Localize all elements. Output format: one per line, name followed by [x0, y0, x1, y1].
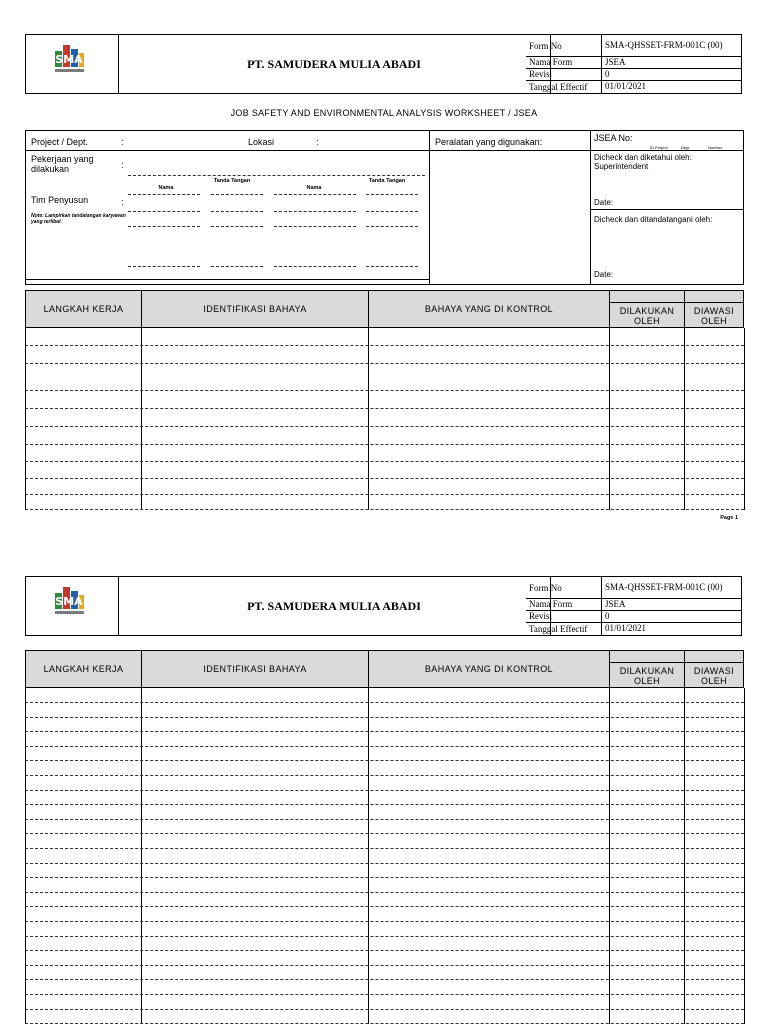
- col-ttd-1: Tanda Tangan: [213, 178, 251, 184]
- table-body-1: [25, 328, 744, 510]
- form-meta: [526, 35, 742, 93]
- th-dilakukan: DILAKUKAN OLEH: [610, 291, 685, 327]
- table-row[interactable]: [25, 363, 744, 364]
- table-row[interactable]: [25, 833, 744, 834]
- table-row[interactable]: [25, 731, 744, 732]
- table-row[interactable]: [25, 994, 744, 995]
- meta-form-no: Form No SMA-QHSSET-FRM-001C (00): [526, 35, 742, 57]
- table-row[interactable]: [25, 863, 744, 864]
- table-row[interactable]: [25, 848, 744, 849]
- table-row[interactable]: [25, 1009, 744, 1010]
- table-row[interactable]: [25, 979, 744, 980]
- form-meta: Form No SMA-QHSSET-FRM-001C (00) Nama Form JSEA Revisi 0 Tanggal Effectif 01/01/2021: [526, 577, 742, 635]
- table-row[interactable]: [25, 746, 744, 747]
- th-bahaya: BAHAYA YANG DI KONTROL: [369, 291, 610, 327]
- table-row[interactable]: [25, 760, 744, 761]
- form-header-2: [25, 576, 742, 636]
- page-title: JOB SAFETY AND ENVIRONMENTAL ANALYSIS WORKSHEET / JSEA: [230, 108, 538, 118]
- info-box: Project / Dept. : Lokasi : Pekerjaan yang dilakukan : Nama Tanda Tangan Nama Tanda Tangan Tim Penyusun : Note: Lampirkan tandatangan karyawan yang terlibat Peralatan yang digunakan: JSEA No: ID Project Dept Number Dicheck dan diketahui oleh: Superintendent Date: Dicheck dan ditandatangani oleh: Date:: [25, 130, 744, 285]
- svg-text:SMA: SMA: [55, 595, 83, 608]
- date-2: Date:: [594, 270, 614, 279]
- date-1: Date:: [594, 198, 614, 207]
- checked-signed: Dicheck dan ditandatangani oleh:: [594, 215, 713, 224]
- sma-logo: [53, 583, 85, 619]
- table-column-line: [368, 328, 369, 510]
- table-row[interactable]: [25, 921, 744, 922]
- sma-logo: [53, 41, 85, 77]
- th-diawasi: DIAWASI OLEH: [693, 306, 735, 326]
- table-row[interactable]: [25, 390, 744, 391]
- table-row[interactable]: [25, 892, 744, 893]
- table-column-line: [744, 688, 745, 1024]
- table-row[interactable]: [25, 509, 744, 510]
- table-column-line: [25, 328, 26, 510]
- page-number: Page 1: [720, 515, 738, 521]
- table-row[interactable]: [25, 819, 744, 820]
- peralatan-label: Peralatan yang digunakan:: [435, 137, 543, 147]
- table-row[interactable]: [25, 444, 744, 445]
- table-column-line: [609, 688, 610, 1024]
- th-diawasi: DIAWASI OLEH: [693, 666, 735, 686]
- th-identifikasi: IDENTIFIKASI BAHAYA: [142, 651, 369, 687]
- th-dilakukan: DILAKUKAN OLEH: [610, 651, 685, 687]
- table-row[interactable]: [25, 717, 744, 718]
- jsea-no-label: JSEA No:: [594, 133, 633, 143]
- th-langkah: LANGKAH KERJA: [26, 291, 142, 327]
- table-row[interactable]: [25, 877, 744, 878]
- note-text: Note: Lampirkan tandatangan karyawan yang terlibat: [31, 213, 126, 225]
- tim-label: Tim Penyusun: [31, 195, 89, 205]
- table-column-line: [609, 328, 610, 510]
- table-row[interactable]: [25, 478, 744, 479]
- svg-text:SMA: SMA: [55, 53, 83, 66]
- project-label: Project / Dept.: [31, 137, 89, 147]
- table-row[interactable]: [25, 936, 744, 937]
- meta-tanggal: Tanggal Effectif 01/01/2021: [526, 80, 742, 93]
- table-column-line: [368, 688, 369, 1024]
- table-row[interactable]: [25, 775, 744, 776]
- logo-cell: [26, 35, 119, 93]
- form-header-1: [25, 34, 742, 94]
- table-column-line: [684, 328, 685, 510]
- table-header-1: [25, 290, 744, 328]
- lokasi-label: Lokasi: [248, 137, 275, 147]
- company-name: PT. SAMUDERA MULIA ABADI: [118, 577, 551, 635]
- col-nama-1: Nama: [158, 185, 174, 191]
- table-row[interactable]: [25, 426, 744, 427]
- company-name: PT. SAMUDERA MULIA ABADI: [118, 35, 551, 93]
- table-column-line: [141, 688, 142, 1024]
- th-langkah: LANGKAH KERJA: [26, 651, 142, 687]
- table-row[interactable]: [25, 790, 744, 791]
- table-body-2: [25, 688, 744, 1024]
- table-row[interactable]: [25, 702, 744, 703]
- table-row[interactable]: [25, 408, 744, 409]
- col-nama-2: Nama: [306, 185, 322, 191]
- table-column-line: [684, 688, 685, 1024]
- meta-revisi: Revisi 0: [526, 68, 742, 81]
- pekerjaan-label: Pekerjaan yang dilakukan: [31, 154, 94, 174]
- table-row[interactable]: [25, 965, 744, 966]
- table-row[interactable]: [25, 804, 744, 805]
- table-row[interactable]: [25, 494, 744, 495]
- meta-nama-form: Nama Form JSEA: [526, 56, 742, 69]
- table-row[interactable]: [25, 345, 744, 346]
- table-row[interactable]: [25, 950, 744, 951]
- table-column-line: [25, 688, 26, 1024]
- table-column-line: [744, 328, 745, 510]
- th-identifikasi: IDENTIFIKASI BAHAYA: [142, 291, 369, 327]
- col-ttd-2: Tanda Tangan: [368, 178, 406, 184]
- table-row[interactable]: [25, 906, 744, 907]
- table-column-line: [141, 328, 142, 510]
- th-bahaya: BAHAYA YANG DI KONTROL: [369, 651, 610, 687]
- table-header-2: [25, 650, 744, 688]
- checked-known: Dicheck dan diketahui oleh: Superintendent: [594, 153, 692, 171]
- table-row[interactable]: [25, 461, 744, 462]
